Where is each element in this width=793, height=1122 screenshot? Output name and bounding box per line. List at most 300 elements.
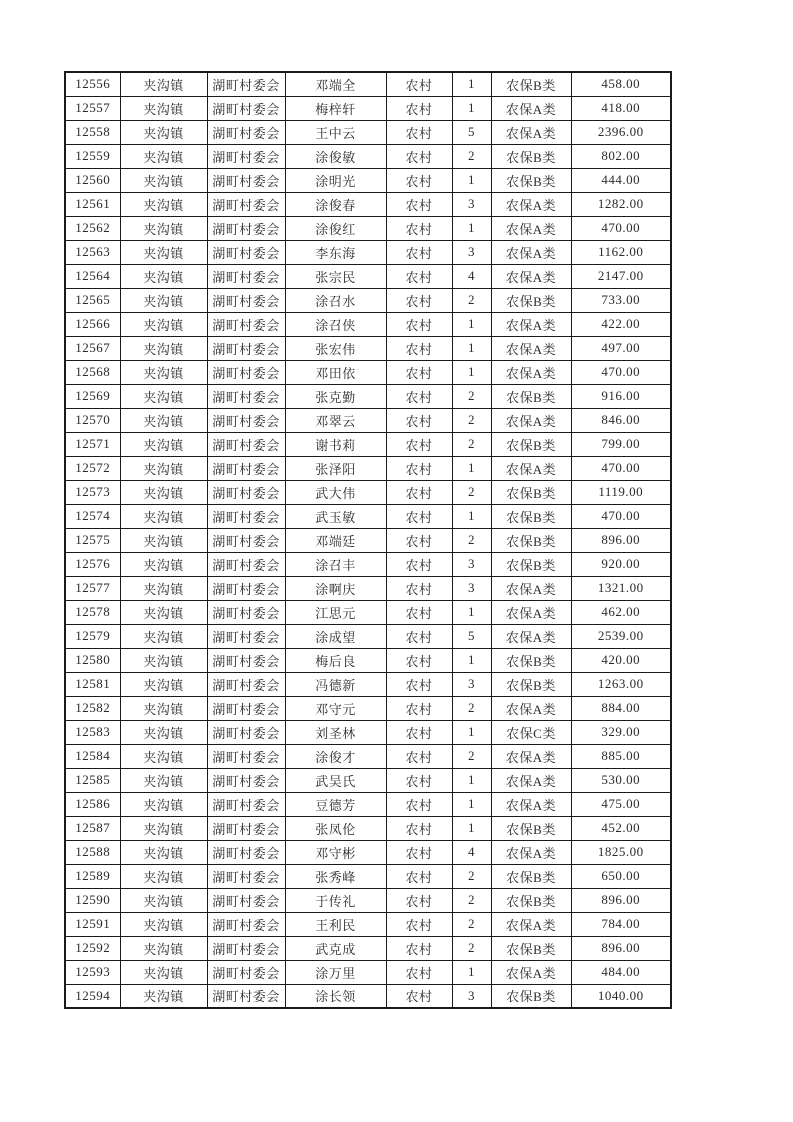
table-row — [65, 120, 671, 144]
cell-person-name: 涂召水 — [285, 288, 386, 312]
cell-village-committee: 湖町村委会 — [207, 672, 285, 696]
cell-amount: 1825.00 — [571, 840, 671, 864]
cell-person-name: 邓田依 — [285, 360, 386, 384]
cell-residence-type: 农村 — [386, 408, 452, 432]
cell-person-count: 5 — [452, 624, 491, 648]
cell-person-count: 1 — [452, 768, 491, 792]
cell-person-name: 涂召侠 — [285, 312, 386, 336]
cell-record-id: 12561 — [65, 192, 120, 216]
cell-residence-type: 农村 — [386, 864, 452, 888]
cell-residence-type: 农村 — [386, 840, 452, 864]
cell-record-id: 12570 — [65, 408, 120, 432]
cell-village-committee: 湖町村委会 — [207, 144, 285, 168]
table-row — [65, 144, 671, 168]
cell-insurance-category: 农保A类 — [491, 336, 571, 360]
cell-record-id: 12578 — [65, 600, 120, 624]
cell-town: 夹沟镇 — [120, 744, 207, 768]
cell-person-count: 1 — [452, 216, 491, 240]
cell-insurance-category: 农保B类 — [491, 672, 571, 696]
cell-person-name: 王利民 — [285, 912, 386, 936]
cell-record-id: 12591 — [65, 912, 120, 936]
table-row — [65, 216, 671, 240]
cell-residence-type: 农村 — [386, 192, 452, 216]
cell-record-id: 12583 — [65, 720, 120, 744]
cell-village-committee: 湖町村委会 — [207, 576, 285, 600]
cell-person-count: 1 — [452, 96, 491, 120]
cell-record-id: 12557 — [65, 96, 120, 120]
cell-person-name: 武大伟 — [285, 480, 386, 504]
cell-record-id: 12576 — [65, 552, 120, 576]
cell-person-count: 4 — [452, 264, 491, 288]
cell-village-committee: 湖町村委会 — [207, 984, 285, 1008]
cell-village-committee: 湖町村委会 — [207, 360, 285, 384]
cell-person-count: 2 — [452, 696, 491, 720]
cell-record-id: 12566 — [65, 312, 120, 336]
cell-village-committee: 湖町村委会 — [207, 960, 285, 984]
cell-residence-type: 农村 — [386, 984, 452, 1008]
cell-village-committee: 湖町村委会 — [207, 408, 285, 432]
cell-record-id: 12587 — [65, 816, 120, 840]
cell-person-name: 邓守彬 — [285, 840, 386, 864]
cell-person-name: 李东海 — [285, 240, 386, 264]
cell-amount: 420.00 — [571, 648, 671, 672]
cell-insurance-category: 农保A类 — [491, 456, 571, 480]
cell-town: 夹沟镇 — [120, 384, 207, 408]
cell-village-committee: 湖町村委会 — [207, 312, 285, 336]
cell-residence-type: 农村 — [386, 792, 452, 816]
cell-amount: 2396.00 — [571, 120, 671, 144]
table-row — [65, 624, 671, 648]
cell-village-committee: 湖町村委会 — [207, 192, 285, 216]
cell-amount: 458.00 — [571, 72, 671, 96]
cell-person-name: 武吴氏 — [285, 768, 386, 792]
cell-record-id: 12568 — [65, 360, 120, 384]
cell-insurance-category: 农保B类 — [491, 504, 571, 528]
cell-town: 夹沟镇 — [120, 288, 207, 312]
cell-person-name: 张宏伟 — [285, 336, 386, 360]
table-row — [65, 960, 671, 984]
cell-record-id: 12571 — [65, 432, 120, 456]
cell-person-count: 1 — [452, 648, 491, 672]
cell-town: 夹沟镇 — [120, 600, 207, 624]
cell-person-count: 2 — [452, 744, 491, 768]
cell-amount: 422.00 — [571, 312, 671, 336]
cell-record-id: 12569 — [65, 384, 120, 408]
cell-insurance-category: 农保A类 — [491, 624, 571, 648]
cell-person-name: 张宗民 — [285, 264, 386, 288]
cell-residence-type: 农村 — [386, 576, 452, 600]
cell-record-id: 12559 — [65, 144, 120, 168]
cell-person-name: 张克勤 — [285, 384, 386, 408]
cell-insurance-category: 农保A类 — [491, 360, 571, 384]
cell-amount: 530.00 — [571, 768, 671, 792]
cell-amount: 2147.00 — [571, 264, 671, 288]
cell-amount: 329.00 — [571, 720, 671, 744]
cell-amount: 497.00 — [571, 336, 671, 360]
cell-residence-type: 农村 — [386, 552, 452, 576]
cell-person-count: 2 — [452, 864, 491, 888]
cell-town: 夹沟镇 — [120, 192, 207, 216]
table-row — [65, 336, 671, 360]
cell-town: 夹沟镇 — [120, 936, 207, 960]
table-row — [65, 792, 671, 816]
cell-town: 夹沟镇 — [120, 864, 207, 888]
cell-village-committee: 湖町村委会 — [207, 480, 285, 504]
cell-amount: 896.00 — [571, 888, 671, 912]
cell-record-id: 12558 — [65, 120, 120, 144]
cell-town: 夹沟镇 — [120, 336, 207, 360]
cell-insurance-category: 农保A类 — [491, 840, 571, 864]
cell-person-count: 2 — [452, 384, 491, 408]
cell-residence-type: 农村 — [386, 720, 452, 744]
cell-residence-type: 农村 — [386, 120, 452, 144]
cell-person-name: 涂俊红 — [285, 216, 386, 240]
table-row — [65, 96, 671, 120]
cell-residence-type: 农村 — [386, 312, 452, 336]
cell-person-count: 3 — [452, 576, 491, 600]
cell-village-committee: 湖町村委会 — [207, 432, 285, 456]
cell-village-committee: 湖町村委会 — [207, 504, 285, 528]
cell-residence-type: 农村 — [386, 912, 452, 936]
cell-residence-type: 农村 — [386, 384, 452, 408]
cell-person-count: 2 — [452, 432, 491, 456]
cell-village-committee: 湖町村委会 — [207, 72, 285, 96]
cell-insurance-category: 农保A类 — [491, 792, 571, 816]
cell-village-committee: 湖町村委会 — [207, 768, 285, 792]
cell-person-count: 1 — [452, 336, 491, 360]
cell-village-committee: 湖町村委会 — [207, 744, 285, 768]
cell-insurance-category: 农保A类 — [491, 408, 571, 432]
cell-person-count: 5 — [452, 120, 491, 144]
cell-insurance-category: 农保B类 — [491, 288, 571, 312]
cell-town: 夹沟镇 — [120, 432, 207, 456]
cell-insurance-category: 农保A类 — [491, 192, 571, 216]
cell-village-committee: 湖町村委会 — [207, 720, 285, 744]
cell-person-name: 邓翠云 — [285, 408, 386, 432]
cell-record-id: 12592 — [65, 936, 120, 960]
cell-town: 夹沟镇 — [120, 312, 207, 336]
table-row — [65, 312, 671, 336]
cell-person-name: 梅后良 — [285, 648, 386, 672]
cell-person-name: 张泽阳 — [285, 456, 386, 480]
table-row — [65, 528, 671, 552]
cell-amount: 444.00 — [571, 168, 671, 192]
table-row — [65, 288, 671, 312]
cell-town: 夹沟镇 — [120, 888, 207, 912]
cell-village-committee: 湖町村委会 — [207, 696, 285, 720]
cell-town: 夹沟镇 — [120, 168, 207, 192]
cell-record-id: 12579 — [65, 624, 120, 648]
table-row — [65, 168, 671, 192]
cell-town: 夹沟镇 — [120, 816, 207, 840]
cell-record-id: 12594 — [65, 984, 120, 1008]
cell-village-committee: 湖町村委会 — [207, 912, 285, 936]
cell-residence-type: 农村 — [386, 528, 452, 552]
cell-town: 夹沟镇 — [120, 912, 207, 936]
cell-town: 夹沟镇 — [120, 504, 207, 528]
cell-insurance-category: 农保B类 — [491, 168, 571, 192]
table-row — [65, 816, 671, 840]
cell-person-name: 梅梓轩 — [285, 96, 386, 120]
cell-insurance-category: 农保B类 — [491, 552, 571, 576]
cell-person-name: 张秀峰 — [285, 864, 386, 888]
cell-insurance-category: 农保B类 — [491, 936, 571, 960]
cell-insurance-category: 农保A类 — [491, 312, 571, 336]
cell-person-count: 1 — [452, 504, 491, 528]
cell-residence-type: 农村 — [386, 648, 452, 672]
cell-person-count: 2 — [452, 480, 491, 504]
cell-insurance-category: 农保B类 — [491, 864, 571, 888]
table-row — [65, 600, 671, 624]
cell-residence-type: 农村 — [386, 480, 452, 504]
cell-person-count: 1 — [452, 360, 491, 384]
cell-village-committee: 湖町村委会 — [207, 552, 285, 576]
cell-residence-type: 农村 — [386, 72, 452, 96]
cell-person-count: 1 — [452, 792, 491, 816]
cell-amount: 802.00 — [571, 144, 671, 168]
cell-person-name: 涂成望 — [285, 624, 386, 648]
table-row — [65, 744, 671, 768]
cell-record-id: 12572 — [65, 456, 120, 480]
cell-person-name: 邓端廷 — [285, 528, 386, 552]
table-row — [65, 456, 671, 480]
cell-record-id: 12565 — [65, 288, 120, 312]
cell-town: 夹沟镇 — [120, 96, 207, 120]
cell-village-committee: 湖町村委会 — [207, 600, 285, 624]
cell-village-committee: 湖町村委会 — [207, 840, 285, 864]
cell-record-id: 12584 — [65, 744, 120, 768]
cell-person-count: 1 — [452, 456, 491, 480]
cell-person-name: 刘圣林 — [285, 720, 386, 744]
table-row — [65, 264, 671, 288]
cell-record-id: 12581 — [65, 672, 120, 696]
cell-town: 夹沟镇 — [120, 648, 207, 672]
cell-town: 夹沟镇 — [120, 984, 207, 1008]
cell-person-count: 1 — [452, 168, 491, 192]
cell-amount: 920.00 — [571, 552, 671, 576]
cell-town: 夹沟镇 — [120, 216, 207, 240]
cell-residence-type: 农村 — [386, 960, 452, 984]
cell-residence-type: 农村 — [386, 696, 452, 720]
cell-person-count: 3 — [452, 552, 491, 576]
cell-amount: 896.00 — [571, 528, 671, 552]
cell-insurance-category: 农保B类 — [491, 72, 571, 96]
cell-person-count: 3 — [452, 672, 491, 696]
records-table-body — [65, 72, 671, 1008]
cell-village-committee: 湖町村委会 — [207, 936, 285, 960]
cell-amount: 2539.00 — [571, 624, 671, 648]
cell-amount: 462.00 — [571, 600, 671, 624]
table-row — [65, 720, 671, 744]
cell-person-count: 2 — [452, 936, 491, 960]
cell-person-count: 2 — [452, 288, 491, 312]
table-row — [65, 480, 671, 504]
cell-record-id: 12562 — [65, 216, 120, 240]
table-row — [65, 72, 671, 96]
cell-town: 夹沟镇 — [120, 72, 207, 96]
cell-person-name: 涂召丰 — [285, 552, 386, 576]
cell-insurance-category: 农保B类 — [491, 984, 571, 1008]
cell-village-committee: 湖町村委会 — [207, 168, 285, 192]
table-row — [65, 672, 671, 696]
cell-town: 夹沟镇 — [120, 720, 207, 744]
cell-town: 夹沟镇 — [120, 408, 207, 432]
cell-residence-type: 农村 — [386, 816, 452, 840]
cell-person-name: 江思元 — [285, 600, 386, 624]
cell-person-name: 涂万里 — [285, 960, 386, 984]
cell-amount: 1321.00 — [571, 576, 671, 600]
cell-amount: 650.00 — [571, 864, 671, 888]
cell-record-id: 12577 — [65, 576, 120, 600]
cell-town: 夹沟镇 — [120, 144, 207, 168]
cell-record-id: 12564 — [65, 264, 120, 288]
cell-person-count: 1 — [452, 72, 491, 96]
cell-amount: 733.00 — [571, 288, 671, 312]
cell-village-committee: 湖町村委会 — [207, 120, 285, 144]
cell-insurance-category: 农保B类 — [491, 888, 571, 912]
table-row — [65, 360, 671, 384]
cell-amount: 470.00 — [571, 216, 671, 240]
cell-record-id: 12580 — [65, 648, 120, 672]
cell-town: 夹沟镇 — [120, 576, 207, 600]
cell-residence-type: 农村 — [386, 336, 452, 360]
cell-person-count: 1 — [452, 720, 491, 744]
cell-person-name: 豆德芳 — [285, 792, 386, 816]
cell-amount: 470.00 — [571, 456, 671, 480]
cell-residence-type: 农村 — [386, 168, 452, 192]
cell-village-committee: 湖町村委会 — [207, 216, 285, 240]
cell-person-count: 2 — [452, 144, 491, 168]
cell-record-id: 12590 — [65, 888, 120, 912]
cell-town: 夹沟镇 — [120, 360, 207, 384]
cell-residence-type: 农村 — [386, 96, 452, 120]
cell-amount: 470.00 — [571, 360, 671, 384]
cell-person-count: 2 — [452, 888, 491, 912]
cell-person-name: 涂明光 — [285, 168, 386, 192]
cell-insurance-category: 农保A类 — [491, 576, 571, 600]
cell-record-id: 12585 — [65, 768, 120, 792]
cell-insurance-category: 农保A类 — [491, 960, 571, 984]
cell-town: 夹沟镇 — [120, 120, 207, 144]
cell-insurance-category: 农保A类 — [491, 96, 571, 120]
cell-town: 夹沟镇 — [120, 240, 207, 264]
cell-residence-type: 农村 — [386, 600, 452, 624]
cell-record-id: 12588 — [65, 840, 120, 864]
cell-person-count: 3 — [452, 240, 491, 264]
cell-amount: 916.00 — [571, 384, 671, 408]
cell-residence-type: 农村 — [386, 768, 452, 792]
cell-residence-type: 农村 — [386, 744, 452, 768]
cell-amount: 1119.00 — [571, 480, 671, 504]
cell-record-id: 12589 — [65, 864, 120, 888]
cell-village-committee: 湖町村委会 — [207, 336, 285, 360]
cell-residence-type: 农村 — [386, 624, 452, 648]
cell-amount: 1263.00 — [571, 672, 671, 696]
cell-amount: 475.00 — [571, 792, 671, 816]
benefit-roster-table — [64, 71, 672, 1009]
cell-record-id: 12556 — [65, 72, 120, 96]
cell-person-count: 1 — [452, 312, 491, 336]
cell-record-id: 12567 — [65, 336, 120, 360]
cell-person-name: 涂啊庆 — [285, 576, 386, 600]
cell-person-name: 涂俊敏 — [285, 144, 386, 168]
cell-amount: 846.00 — [571, 408, 671, 432]
cell-record-id: 12573 — [65, 480, 120, 504]
cell-insurance-category: 农保B类 — [491, 480, 571, 504]
cell-person-count: 1 — [452, 960, 491, 984]
cell-insurance-category: 农保A类 — [491, 216, 571, 240]
cell-town: 夹沟镇 — [120, 696, 207, 720]
cell-amount: 1282.00 — [571, 192, 671, 216]
cell-village-committee: 湖町村委会 — [207, 240, 285, 264]
cell-village-committee: 湖町村委会 — [207, 264, 285, 288]
cell-residence-type: 农村 — [386, 456, 452, 480]
cell-person-name: 邓端全 — [285, 72, 386, 96]
cell-record-id: 12586 — [65, 792, 120, 816]
cell-town: 夹沟镇 — [120, 528, 207, 552]
table-row — [65, 840, 671, 864]
cell-record-id: 12582 — [65, 696, 120, 720]
cell-person-count: 1 — [452, 816, 491, 840]
cell-town: 夹沟镇 — [120, 624, 207, 648]
cell-amount: 896.00 — [571, 936, 671, 960]
cell-insurance-category: 农保A类 — [491, 600, 571, 624]
cell-record-id: 12574 — [65, 504, 120, 528]
cell-insurance-category: 农保A类 — [491, 120, 571, 144]
table-row — [65, 984, 671, 1008]
table-row — [65, 384, 671, 408]
cell-amount: 884.00 — [571, 696, 671, 720]
cell-person-count: 3 — [452, 984, 491, 1008]
cell-town: 夹沟镇 — [120, 480, 207, 504]
cell-amount: 784.00 — [571, 912, 671, 936]
cell-residence-type: 农村 — [386, 288, 452, 312]
cell-person-count: 2 — [452, 528, 491, 552]
table-row — [65, 888, 671, 912]
cell-insurance-category: 农保A类 — [491, 696, 571, 720]
cell-amount: 470.00 — [571, 504, 671, 528]
table-row — [65, 432, 671, 456]
cell-insurance-category: 农保A类 — [491, 768, 571, 792]
table-row — [65, 768, 671, 792]
cell-insurance-category: 农保B类 — [491, 384, 571, 408]
cell-village-committee: 湖町村委会 — [207, 456, 285, 480]
cell-town: 夹沟镇 — [120, 840, 207, 864]
cell-village-committee: 湖町村委会 — [207, 816, 285, 840]
cell-village-committee: 湖町村委会 — [207, 624, 285, 648]
cell-amount: 1040.00 — [571, 984, 671, 1008]
table-row — [65, 504, 671, 528]
cell-insurance-category: 农保B类 — [491, 816, 571, 840]
table-row — [65, 192, 671, 216]
cell-record-id: 12560 — [65, 168, 120, 192]
cell-village-committee: 湖町村委会 — [207, 792, 285, 816]
table-row — [65, 936, 671, 960]
cell-person-name: 于传礼 — [285, 888, 386, 912]
cell-town: 夹沟镇 — [120, 792, 207, 816]
cell-village-committee: 湖町村委会 — [207, 384, 285, 408]
cell-person-count: 1 — [452, 600, 491, 624]
cell-insurance-category: 农保B类 — [491, 648, 571, 672]
cell-person-count: 4 — [452, 840, 491, 864]
cell-town: 夹沟镇 — [120, 960, 207, 984]
cell-insurance-category: 农保C类 — [491, 720, 571, 744]
cell-insurance-category: 农保A类 — [491, 912, 571, 936]
cell-person-name: 谢书莉 — [285, 432, 386, 456]
cell-person-name: 邓守元 — [285, 696, 386, 720]
cell-town: 夹沟镇 — [120, 552, 207, 576]
cell-record-id: 12563 — [65, 240, 120, 264]
